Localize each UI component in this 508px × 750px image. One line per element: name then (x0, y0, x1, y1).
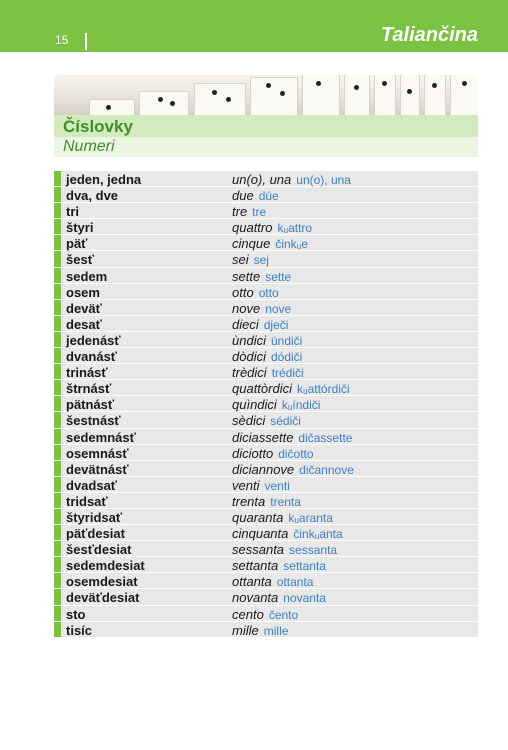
pronunciation: kᵤíndiči (281, 398, 321, 413)
row-accent-bar (54, 573, 61, 588)
italian-word (232, 510, 333, 525)
slovak-word: osem (66, 284, 100, 300)
table-row (54, 268, 478, 284)
row-accent-bar (54, 396, 61, 411)
italian-word (232, 220, 312, 235)
table-row (54, 493, 478, 509)
row-accent-bar (54, 171, 61, 186)
italian-term: cinquanta (232, 526, 289, 542)
page-title: Taliančina (380, 24, 478, 46)
italian-term: sei (232, 252, 249, 268)
row-accent-bar (54, 493, 61, 508)
row-accent-bar (54, 316, 61, 331)
slovak-word: dvanásť (66, 349, 118, 365)
row-accent-bar (54, 606, 61, 621)
row-accent-bar (54, 429, 61, 444)
pronunciation: ottanta (276, 575, 314, 590)
italian-word (232, 349, 302, 364)
italian-term: ùndici (232, 332, 266, 348)
dominoes-image (54, 75, 478, 115)
table-row (54, 622, 478, 638)
section-subtitle: Numeri (63, 138, 115, 155)
table-row (54, 380, 478, 396)
italian-word (232, 542, 337, 557)
row-accent-bar (54, 477, 61, 492)
italian-term: quattòrdici (232, 381, 292, 397)
pronunciation: venti (264, 478, 290, 493)
pronunciation: tre (252, 205, 267, 220)
pronunciation: sessanta (289, 543, 338, 558)
slovak-word: osemdesiat (66, 574, 138, 590)
italian-word (232, 413, 301, 428)
slovak-word: pätnásť (66, 397, 115, 413)
italian-word (232, 430, 352, 445)
row-accent-bar (54, 284, 61, 299)
italian-word (232, 204, 266, 219)
italian-word (232, 381, 350, 396)
table-row (54, 171, 478, 187)
pronunciation: dódiči (270, 350, 303, 365)
italian-term: trèdici (232, 365, 267, 381)
row-accent-bar (54, 541, 61, 556)
italian-term: otto (232, 284, 254, 300)
italian-word (232, 285, 279, 300)
table-row (54, 606, 478, 622)
pronunciation: čento (268, 607, 299, 622)
italian-term: diciassette (232, 429, 294, 445)
slovak-word: desať (66, 316, 102, 332)
pronunciation: dúe (258, 189, 279, 204)
italian-term: dòdici (232, 349, 266, 365)
pronunciation: úndiči (270, 333, 303, 348)
row-accent-bar (54, 525, 61, 540)
table-row (54, 332, 478, 348)
italian-term: diciotto (232, 445, 274, 461)
italian-word (232, 333, 302, 348)
table-row (54, 300, 478, 316)
row-accent-bar (54, 557, 61, 572)
table-row (54, 364, 478, 380)
row-accent-bar (54, 332, 61, 347)
pronunciation: dječi (263, 317, 289, 332)
italian-term: sessanta (232, 542, 285, 558)
slovak-word: jedenásť (66, 332, 121, 348)
table-row (54, 509, 478, 525)
table-row (54, 412, 478, 428)
row-accent-bar (54, 412, 61, 427)
row-accent-bar (54, 364, 61, 379)
italian-term: trenta (232, 493, 266, 509)
table-row (54, 284, 478, 300)
row-accent-bar (54, 589, 61, 604)
pronunciation: činkᵤanta (293, 527, 343, 542)
pronunciation: kᵤattro (277, 221, 313, 236)
pronunciation: sej (253, 253, 269, 268)
slovak-word: deväť (66, 300, 102, 316)
italian-word (232, 317, 288, 332)
pronunciation: dičotto (278, 446, 314, 461)
slovak-word: šestnásť (66, 413, 121, 429)
pronunciation: un(o), una (296, 173, 351, 187)
italian-term: venti (232, 477, 260, 493)
row-accent-bar (54, 203, 61, 218)
section-subband (54, 137, 478, 157)
table-row (54, 316, 478, 332)
italian-term: dieci (232, 316, 259, 332)
table-row (54, 525, 478, 541)
slovak-word: sto (66, 606, 86, 622)
pronunciation: settanta (283, 559, 326, 574)
pronunciation: trédiči (271, 366, 304, 381)
slovak-word: tisíc (66, 622, 93, 638)
italian-term: due (232, 188, 254, 204)
italian-term: cento (232, 606, 264, 622)
table-row (54, 235, 478, 251)
row-accent-bar (54, 235, 61, 250)
italian-term: sette (232, 268, 261, 284)
row-accent-bar (54, 380, 61, 395)
italian-term: quattro (232, 220, 273, 236)
italian-term: quìndici (232, 397, 277, 413)
italian-word (232, 252, 269, 267)
italian-word (232, 188, 279, 203)
section-title: Číslovky (63, 117, 133, 136)
pronunciation: činkᵤe (275, 237, 308, 252)
italian-word (232, 607, 298, 622)
italian-word (232, 301, 291, 316)
table-row (54, 187, 478, 203)
row-accent-bar (54, 348, 61, 363)
table-row (54, 589, 478, 605)
slovak-word: päťdesiat (66, 526, 125, 542)
slovak-word: štyri (66, 220, 94, 236)
page-number: 15 (55, 33, 69, 47)
row-accent-bar (54, 622, 61, 637)
page-header (0, 0, 508, 52)
italian-term: cinque (232, 236, 271, 252)
slovak-word: päť (66, 236, 88, 252)
pronunciation: nove (265, 301, 292, 316)
italian-word (232, 478, 290, 493)
italian-term: nove (232, 300, 261, 316)
slovak-word: sedem (66, 268, 108, 284)
italian-term: sèdici (232, 413, 266, 429)
pronunciation: kᵤaranta (288, 510, 333, 525)
italian-word (232, 574, 313, 589)
row-accent-bar (54, 219, 61, 234)
italian-term: novanta (232, 590, 279, 606)
slovak-word: šesťdesiat (66, 542, 132, 558)
slovak-word: dva, dve (66, 188, 119, 204)
row-accent-bar (54, 251, 61, 266)
italian-term: un(o), una (232, 172, 292, 187)
slovak-word: štrnásť (66, 381, 112, 397)
italian-term: tre (232, 204, 248, 220)
table-row (54, 219, 478, 235)
table-row (54, 573, 478, 589)
pronunciation: sédiči (270, 414, 301, 429)
header-divider (85, 33, 87, 50)
numbers-table (54, 171, 478, 638)
pronunciation: sette (265, 269, 292, 284)
italian-term: settanta (232, 558, 279, 574)
row-accent-bar (54, 461, 61, 476)
slovak-word: dvadsať (66, 477, 118, 493)
table-row (54, 251, 478, 267)
pronunciation: trenta (270, 494, 301, 509)
pronunciation: dičassette (298, 430, 353, 445)
italian-term: ottanta (232, 574, 272, 590)
slovak-word: devätnásť (66, 461, 129, 477)
italian-term: mille (232, 622, 259, 638)
italian-word (232, 526, 343, 541)
italian-word (232, 365, 304, 380)
italian-word (232, 623, 288, 638)
italian-word (232, 462, 354, 477)
italian-word (232, 397, 320, 412)
pronunciation: mille (263, 623, 289, 638)
table-row (54, 461, 478, 477)
table-row (54, 203, 478, 219)
italian-word (232, 558, 326, 573)
slovak-word: šesť (66, 252, 94, 268)
pronunciation: kᵤattórdiči (296, 382, 350, 397)
slovak-word: štyridsať (66, 509, 123, 525)
slovak-word: sedemnásť (66, 429, 136, 445)
row-accent-bar (54, 509, 61, 524)
row-accent-bar (54, 187, 61, 202)
slovak-word: tridsať (66, 493, 108, 509)
italian-word (232, 494, 301, 509)
italian-word (232, 236, 308, 251)
table-row (54, 557, 478, 573)
slovak-word: jeden, jedna (66, 172, 142, 187)
slovak-word: sedemdesiat (66, 558, 145, 574)
table-row (54, 541, 478, 557)
pronunciation: dičannove (299, 462, 354, 477)
row-accent-bar (54, 445, 61, 460)
italian-word (232, 446, 314, 461)
italian-word (232, 590, 326, 605)
pronunciation: otto (258, 285, 279, 300)
row-accent-bar (54, 300, 61, 315)
table-row (54, 396, 478, 412)
italian-term: quaranta (232, 509, 284, 525)
italian-word (232, 269, 291, 284)
row-accent-bar (54, 268, 61, 283)
pronunciation: novanta (283, 591, 326, 606)
slovak-word: osemnásť (66, 445, 129, 461)
italian-term: diciannove (232, 461, 295, 477)
italian-word (232, 172, 351, 187)
slovak-word: tri (66, 204, 79, 220)
table-row (54, 477, 478, 493)
table-row (54, 429, 478, 445)
table-row (54, 445, 478, 461)
slovak-word: trinásť (66, 365, 108, 381)
table-row (54, 348, 478, 364)
slovak-word: deväťdesiat (66, 590, 140, 606)
